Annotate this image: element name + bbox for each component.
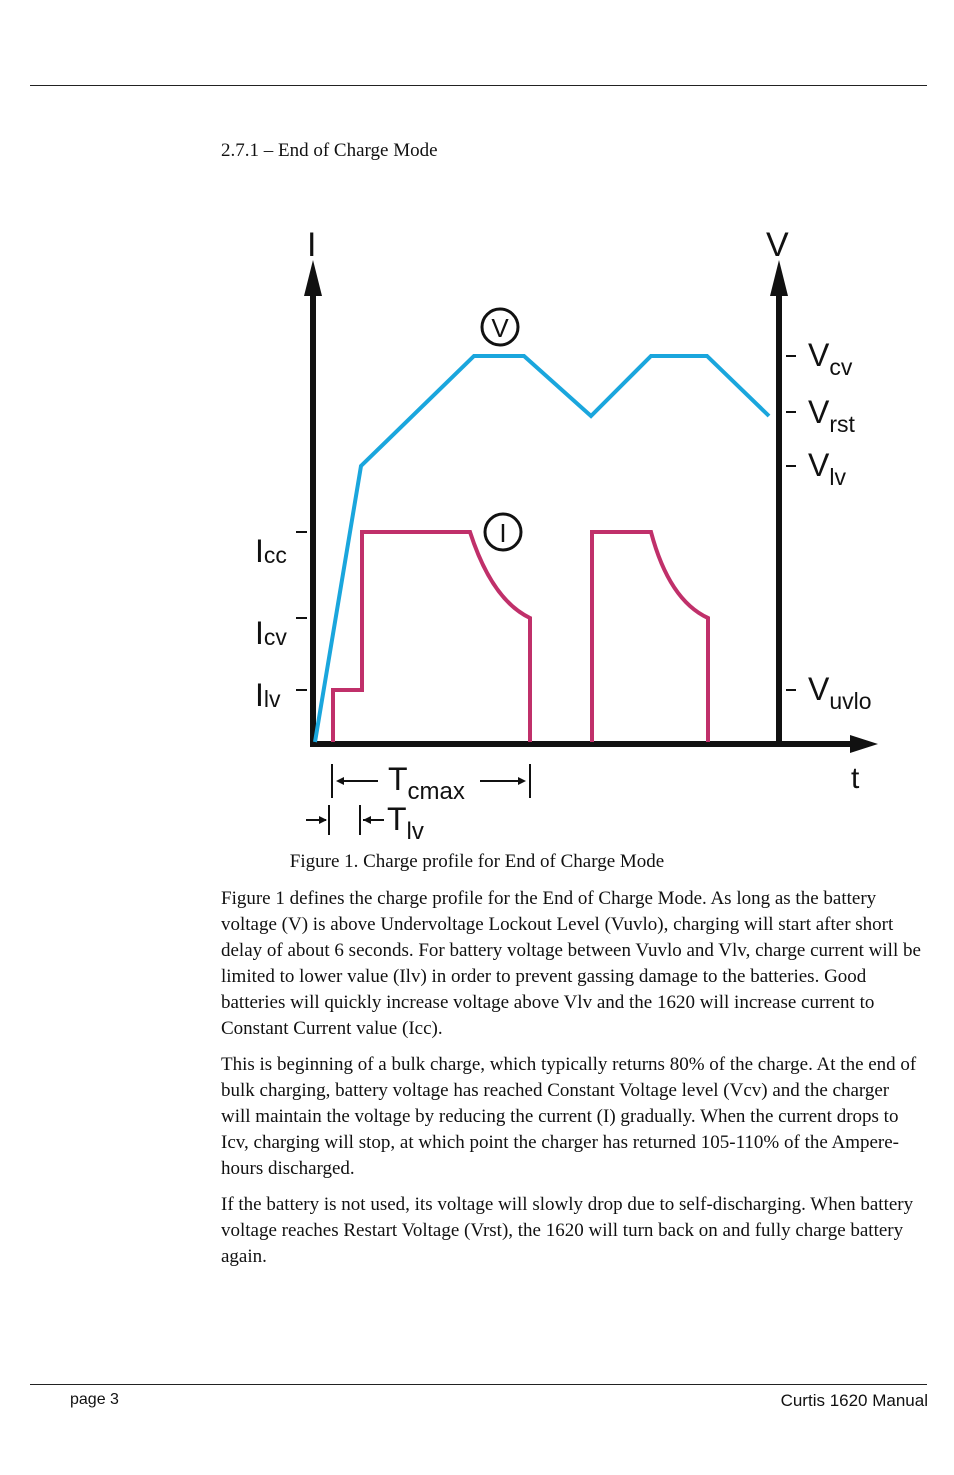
section-title: 2.7.1 – End of Charge Mode <box>221 140 438 161</box>
icv-label: Icv <box>255 615 287 651</box>
voltage-axis-label: V <box>766 226 789 264</box>
current-marker-label: I <box>499 518 507 548</box>
paragraph-3: If the battery is not used, its voltage will slowly drop due to self-discharging. When battery voltage reaches Restart Voltage (Vrst), the 1620 will turn back on and fully charge battery again. <box>221 1194 914 1267</box>
paragraph-2: This is beginning of a bulk charge, which typically returns 80% of the charge. At the end of bulk charging, battery voltage has reached Constant Voltage level (Vcv) and the charger will maintain the voltage by reducing the current (I) gradually. When the current drops to Icv, charging will stop, at which point the charger has returned 105-110% of the Ampere-hours discharged. <box>221 1054 917 1179</box>
tcmax-label: $T_{cmax}$ <box>388 761 465 805</box>
vlv-label: $V_{lv}$ <box>808 447 846 490</box>
icc-label: Icc <box>255 533 287 569</box>
tcmax-right-arrowhead <box>518 777 526 785</box>
vuvlo-label: $V_{uvlo}$ <box>808 671 872 714</box>
paragraph-1: Figure 1 defines the charge profile for the End of Charge Mode. As long as the battery voltage (V) is above Undervoltage Lockout Level (Vuvlo), charging will start after short delay of about 6 seconds. For battery voltage between Vuvlo and Vlv, charge current will be limited to lower value (Ilv) in order to prevent gassing damage to the batteries. Good batteries will quickly increase voltage above Vlv and the 1620 will increase current to Constant Current value (Icc). <box>221 888 921 1039</box>
manual-title: Curtis 1620 Manual <box>780 1391 928 1410</box>
vrst-label: $V_{rst}$ <box>808 394 855 437</box>
time-axis-arrow <box>850 735 878 753</box>
tlv-label: $T_{lv}$ <box>387 801 424 845</box>
left-axis-arrow <box>304 260 322 296</box>
time-axis-label: t <box>851 762 860 795</box>
tcmax-left-arrowhead <box>336 777 344 785</box>
vcv-label: $V_{cv}$ <box>808 337 853 380</box>
page-number: page 3 <box>70 1391 119 1408</box>
tlv-right-arrowhead <box>363 816 371 824</box>
right-axis-arrow <box>770 260 788 296</box>
voltage-curve <box>315 356 769 742</box>
current-curve <box>333 532 708 742</box>
body-text <box>221 886 921 1280</box>
current-axis-label: I <box>307 226 317 264</box>
footer-rule <box>30 1384 927 1385</box>
figure-caption: Figure 1. Charge profile for End of Charge Mode <box>289 851 665 872</box>
voltage-marker-label: V <box>491 313 509 343</box>
tlv-left-arrowhead <box>319 816 327 824</box>
ilv-label: Ilv <box>255 677 281 713</box>
figure-axes <box>310 290 860 744</box>
